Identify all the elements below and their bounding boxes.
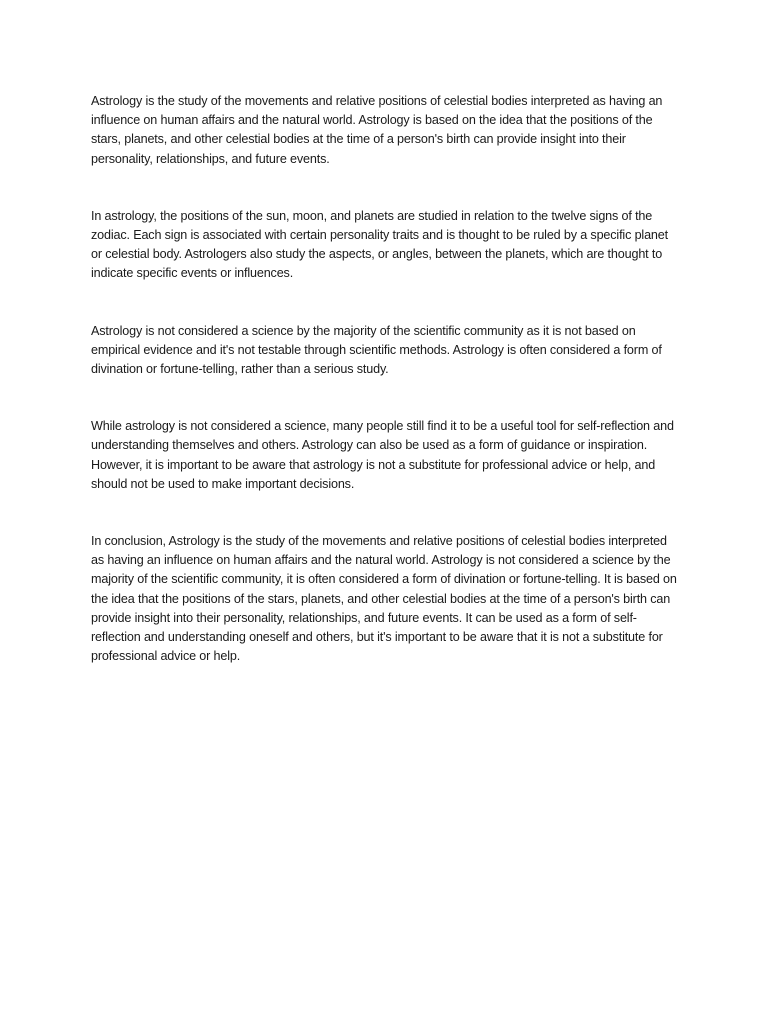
paragraph-science: Astrology is not considered a science by the majority of the scientific community as it is not based on empirical evidence and it's not testable through scientific methods. Astrology is often considered a form of divination or fortune-telling, rather than a serious study. bbox=[91, 323, 662, 377]
paragraph-conclusion: In conclusion, Astrology is the study of the movements and relative positions of celestial bodies interpreted as having an influence on human affairs and the natural world. Astrology is not considered a science by the majority of the scientific community, it is often considered a form of divination or fortune-telling. It is based on the idea that the positions of the stars, planets, and other celestial bodies at the time of a person's birth can provide insight into their personality, relationships, and future events. It can be used as a form of self-reflection and understanding oneself and others, but it's important to be aware that it is not a substitute for professional advice or help. bbox=[91, 534, 677, 664]
paragraph-usefulness: While astrology is not considered a science, many people still find it to be a useful tool for self-reflection and understanding themselves and others. Astrology can also be used as a form of guidance or inspiration. However, it is important to be aware that astrology is not a substitute for professional advice or help, and should not be used to make important decisions. bbox=[91, 419, 674, 491]
paragraph-intro: Astrology is the study of the movements and relative positions of celestial bodies interpreted as having an influence on human affairs and the natural world. Astrology is based on the idea that the positions of the stars, planets, and other celestial bodies at the time of a person's birth can provide insight into their personality, relationships, and future events. bbox=[91, 94, 663, 166]
paragraph-zodiac: In astrology, the positions of the sun, moon, and planets are studied in relation to the twelve signs of the zodiac. Each sign is associated with certain personality traits and is thought to be ruled by a specific planet or celestial body. Astrologers also study the aspects, or angles, between the planets, which are thought to indicate specific events or influences. bbox=[91, 208, 668, 281]
document-body bbox=[91, 92, 679, 704]
